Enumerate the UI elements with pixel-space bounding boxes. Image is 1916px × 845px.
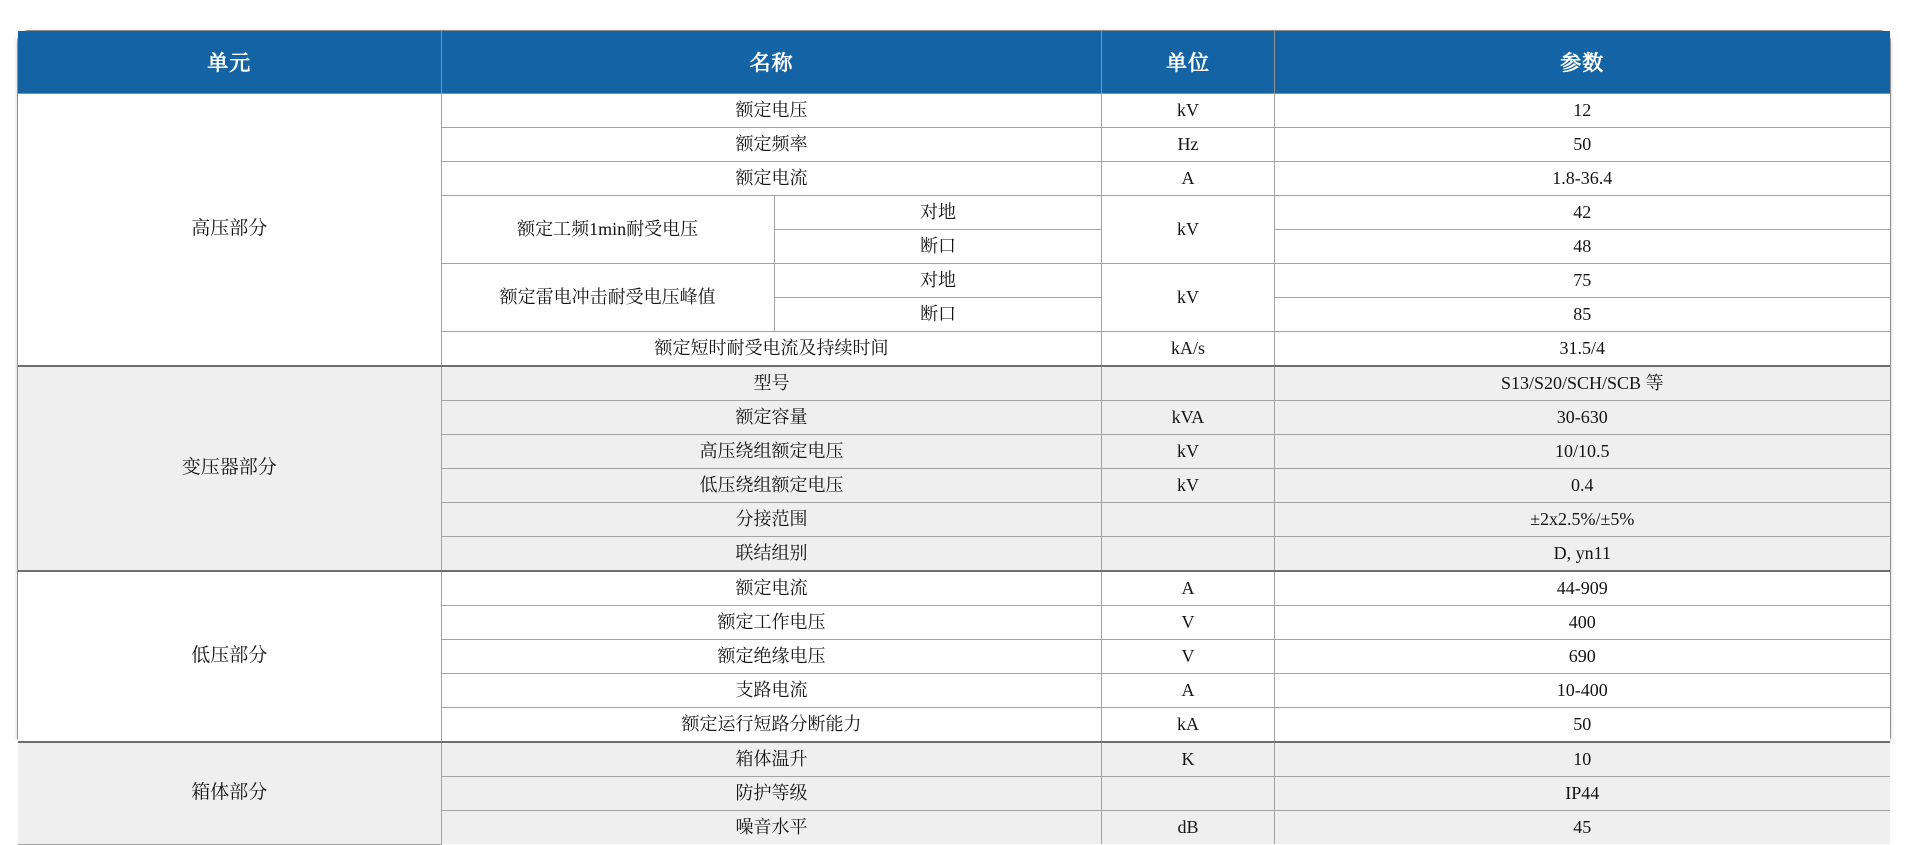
col-header-unit-group: 单元 <box>18 31 441 94</box>
unit-cell <box>1102 777 1274 811</box>
name-cell: 分接范围 <box>441 503 1102 537</box>
unit-cell: kV <box>1102 196 1274 264</box>
unit-cell: kVA <box>1102 401 1274 435</box>
name-cell: 额定电压 <box>441 94 1102 128</box>
sub-name-cell: 断口 <box>774 298 1102 332</box>
name-cell: 额定工频1min耐受电压 <box>441 196 774 264</box>
spec-table <box>18 31 1890 845</box>
param-cell: 30-630 <box>1274 401 1890 435</box>
name-cell: 支路电流 <box>441 674 1102 708</box>
param-cell: ±2x2.5%/±5% <box>1274 503 1890 537</box>
unit-cell: kA/s <box>1102 332 1274 367</box>
unit-cell: V <box>1102 640 1274 674</box>
param-cell: 10/10.5 <box>1274 435 1890 469</box>
sub-name-cell: 对地 <box>774 264 1102 298</box>
name-cell: 额定电流 <box>441 162 1102 196</box>
col-header-unit: 单位 <box>1102 31 1274 94</box>
table-row <box>18 94 1890 128</box>
param-cell: 31.5/4 <box>1274 332 1890 367</box>
param-cell: 0.4 <box>1274 469 1890 503</box>
param-cell: 400 <box>1274 606 1890 640</box>
param-cell: 1.8-36.4 <box>1274 162 1890 196</box>
name-cell: 额定绝缘电压 <box>441 640 1102 674</box>
name-cell: 额定雷电冲击耐受电压峰值 <box>441 264 774 332</box>
unit-cell: kV <box>1102 264 1274 332</box>
unit-cell: K <box>1102 742 1274 777</box>
name-cell: 联结组别 <box>441 537 1102 572</box>
name-cell: 防护等级 <box>441 777 1102 811</box>
unit-cell: kV <box>1102 435 1274 469</box>
param-cell: 10 <box>1274 742 1890 777</box>
group-cell-enclosure: 箱体部分 <box>18 742 441 844</box>
unit-cell: dB <box>1102 811 1274 845</box>
name-cell: 低压绕组额定电压 <box>441 469 1102 503</box>
unit-cell: kV <box>1102 94 1274 128</box>
unit-cell: kV <box>1102 469 1274 503</box>
col-header-parameter: 参数 <box>1274 31 1890 94</box>
group-cell-high-voltage: 高压部分 <box>18 94 441 367</box>
name-cell: 噪音水平 <box>441 811 1102 845</box>
unit-cell: A <box>1102 674 1274 708</box>
unit-cell: A <box>1102 571 1274 606</box>
table-header <box>18 31 1890 94</box>
param-cell: 45 <box>1274 811 1890 845</box>
spec-table-container <box>17 30 1891 837</box>
param-cell: 12 <box>1274 94 1890 128</box>
table-row <box>18 742 1890 777</box>
name-cell: 额定工作电压 <box>441 606 1102 640</box>
unit-cell <box>1102 503 1274 537</box>
name-cell: 额定短时耐受电流及持续时间 <box>441 332 1102 367</box>
unit-cell: A <box>1102 162 1274 196</box>
param-cell: 48 <box>1274 230 1890 264</box>
param-cell: S13/S20/SCH/SCB 等 <box>1274 366 1890 401</box>
name-cell: 额定频率 <box>441 128 1102 162</box>
param-cell: 75 <box>1274 264 1890 298</box>
param-cell: D, yn11 <box>1274 537 1890 572</box>
param-cell: 50 <box>1274 128 1890 162</box>
group-cell-low-voltage: 低压部分 <box>18 571 441 742</box>
param-cell: 44-909 <box>1274 571 1890 606</box>
unit-cell <box>1102 537 1274 572</box>
unit-cell: V <box>1102 606 1274 640</box>
param-cell: IP44 <box>1274 777 1890 811</box>
param-cell: 10-400 <box>1274 674 1890 708</box>
name-cell: 型号 <box>441 366 1102 401</box>
name-cell: 额定运行短路分断能力 <box>441 708 1102 743</box>
name-cell: 箱体温升 <box>441 742 1102 777</box>
name-cell: 额定容量 <box>441 401 1102 435</box>
unit-cell <box>1102 366 1274 401</box>
table-row <box>18 366 1890 401</box>
unit-cell: Hz <box>1102 128 1274 162</box>
group-cell-transformer: 变压器部分 <box>18 366 441 571</box>
param-cell: 690 <box>1274 640 1890 674</box>
param-cell: 42 <box>1274 196 1890 230</box>
sub-name-cell: 断口 <box>774 230 1102 264</box>
col-header-name: 名称 <box>441 31 1102 94</box>
name-cell: 高压绕组额定电压 <box>441 435 1102 469</box>
name-cell: 额定电流 <box>441 571 1102 606</box>
sub-name-cell: 对地 <box>774 196 1102 230</box>
param-cell: 85 <box>1274 298 1890 332</box>
table-row <box>18 571 1890 606</box>
unit-cell: kA <box>1102 708 1274 743</box>
param-cell: 50 <box>1274 708 1890 743</box>
